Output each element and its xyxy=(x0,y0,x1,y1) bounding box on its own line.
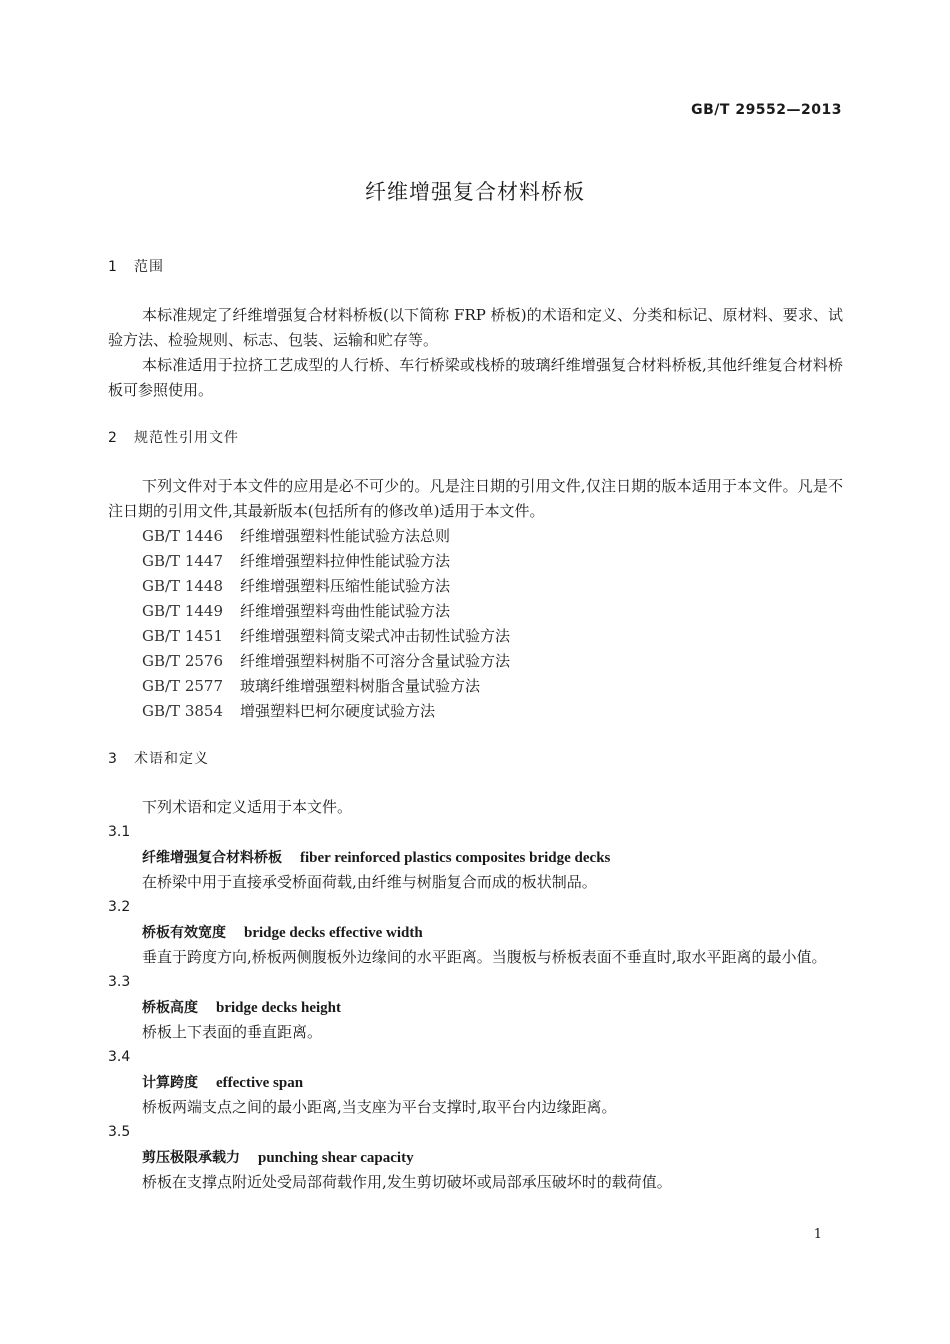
term-number: 3.3 xyxy=(108,974,131,990)
term-english: fiber reinforced plastics composites bridge decks xyxy=(300,850,611,866)
reference-item xyxy=(108,574,843,599)
section-number: 3 xyxy=(108,751,118,767)
term-heading xyxy=(108,920,843,945)
term-definition: 桥板两端支点之间的最小距离,当支座为平台支撑时,取平台内边缘距离。 xyxy=(142,1098,617,1116)
term-entry xyxy=(108,820,843,895)
term-definition: 垂直于跨度方向,桥板两侧腹板外边缘间的水平距离。当腹板与桥板表面不垂直时,取水平距离的最小值。 xyxy=(142,948,827,966)
reference-item xyxy=(108,699,843,724)
reference-code: GB/T 1448 xyxy=(142,577,224,595)
reference-title: 纤维增强塑料树脂不可溶分含量试验方法 xyxy=(240,652,511,670)
page-number: 1 xyxy=(813,1227,822,1242)
section-number: 2 xyxy=(108,430,118,446)
reference-title: 纤维增强塑料弯曲性能试验方法 xyxy=(240,602,451,620)
term-number: 3.5 xyxy=(108,1124,131,1140)
reference-code: GB/T 1447 xyxy=(142,552,224,570)
section-heading-references xyxy=(108,426,843,451)
reference-code: GB/T 2576 xyxy=(142,652,224,670)
reference-code: GB/T 2577 xyxy=(142,677,224,695)
document-body xyxy=(108,255,843,1195)
reference-item xyxy=(108,624,843,649)
term-number: 3.2 xyxy=(108,899,131,915)
term-entry xyxy=(108,895,843,970)
term-chinese: 计算跨度 xyxy=(142,1075,198,1091)
term-number: 3.1 xyxy=(108,824,131,840)
reference-title: 纤维增强塑料拉伸性能试验方法 xyxy=(240,552,451,570)
reference-title: 纤维增强塑料简支梁式冲击韧性试验方法 xyxy=(240,627,511,645)
term-english: bridge decks effective width xyxy=(244,925,423,941)
section-number: 1 xyxy=(108,259,118,275)
scope-paragraph: 本标准规定了纤维增强复合材料桥板(以下简称 FRP 桥板)的术语和定义、分类和标记、原材料、要求、试验方法、检验规则、标志、包装、运输和贮存等。 xyxy=(108,306,843,349)
term-heading xyxy=(108,1145,843,1170)
term-entry xyxy=(108,1120,843,1195)
reference-code: GB/T 3854 xyxy=(142,702,224,720)
reference-code: GB/T 1446 xyxy=(142,527,224,545)
term-english: punching shear capacity xyxy=(258,1150,414,1166)
section-heading-terms xyxy=(108,747,843,772)
term-chinese: 剪压极限承载力 xyxy=(142,1150,240,1166)
term-entry xyxy=(108,1045,843,1120)
reference-code: GB/T 1451 xyxy=(142,627,224,645)
term-chinese: 纤维增强复合材料桥板 xyxy=(142,850,282,866)
term-heading xyxy=(108,995,843,1020)
scope-paragraph: 本标准适用于拉挤工艺成型的人行桥、车行桥梁或栈桥的玻璃纤维增强复合材料桥板,其他纤维复合材料桥板可参照使用。 xyxy=(108,356,843,399)
term-english: effective span xyxy=(216,1075,304,1091)
term-definition: 桥板在支撑点附近处受局部荷载作用,发生剪切破坏或局部承压破坏时的载荷值。 xyxy=(142,1173,672,1191)
document-title: 纤维增强复合材料桥板 xyxy=(365,180,585,204)
section-title: 规范性引用文件 xyxy=(134,430,239,446)
section-title: 术语和定义 xyxy=(134,751,209,767)
term-chinese: 桥板高度 xyxy=(142,1000,198,1016)
term-number: 3.4 xyxy=(108,1049,131,1065)
term-definition: 在桥梁中用于直接承受桥面荷载,由纤维与树脂复合而成的板状制品。 xyxy=(142,873,597,891)
reference-item xyxy=(108,524,843,549)
term-entry xyxy=(108,970,843,1045)
reference-title: 纤维增强塑料性能试验方法总则 xyxy=(240,527,451,545)
term-chinese: 桥板有效宽度 xyxy=(142,925,226,941)
standard-code: GB/T 29552—2013 xyxy=(691,102,842,118)
reference-item xyxy=(108,674,843,699)
section-heading-scope xyxy=(108,255,843,280)
reference-title: 增强塑料巴柯尔硬度试验方法 xyxy=(240,702,436,720)
reference-code: GB/T 1449 xyxy=(142,602,224,620)
terms-intro: 下列术语和定义适用于本文件。 xyxy=(142,798,353,816)
term-english: bridge decks height xyxy=(216,1000,342,1016)
references-intro: 下列文件对于本文件的应用是必不可少的。凡是注日期的引用文件,仅注日期的版本适用于本文件。凡是不注日期的引用文件,其最新版本(包括所有的修改单)适用于本文件。 xyxy=(108,477,843,520)
reference-title: 玻璃纤维增强塑料树脂含量试验方法 xyxy=(240,677,481,695)
reference-item xyxy=(108,549,843,574)
section-title: 范围 xyxy=(134,259,164,275)
reference-item xyxy=(108,649,843,674)
reference-list xyxy=(108,524,843,724)
term-definition: 桥板上下表面的垂直距离。 xyxy=(142,1023,323,1041)
reference-title: 纤维增强塑料压缩性能试验方法 xyxy=(240,577,451,595)
term-heading xyxy=(108,845,843,870)
reference-item xyxy=(108,599,843,624)
term-heading xyxy=(108,1070,843,1095)
